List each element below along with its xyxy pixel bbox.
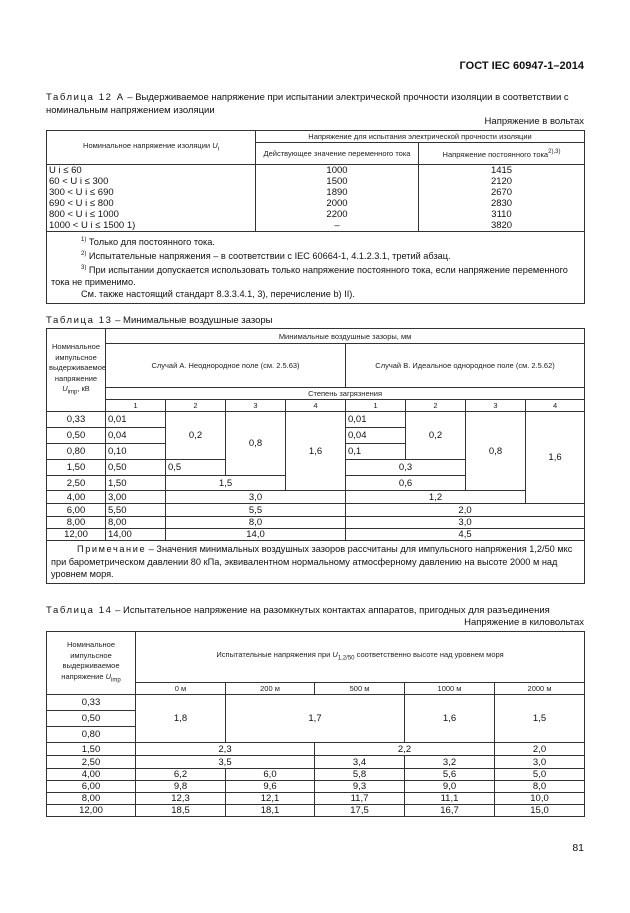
ac-voltage-cell: 1500: [256, 176, 419, 187]
b1-cell: 0,01: [346, 412, 406, 428]
table-row: [47, 781, 585, 793]
a1-cell: 3,00: [106, 491, 166, 504]
uimp-cell: 2,50: [47, 476, 106, 491]
a1-cell: 0,04: [106, 428, 166, 444]
ac-voltage-cell: 2200: [256, 209, 419, 220]
table-row: [47, 187, 585, 198]
a3-merged-cell: 0,8: [226, 412, 286, 476]
merged-cell: 1,8: [136, 695, 226, 743]
merged-cell: 1,7: [226, 695, 405, 743]
value-cell: 3,4: [315, 756, 405, 769]
pollution-degree-cell: 4: [526, 400, 585, 412]
b2-merged-cell: 0,2: [406, 412, 466, 460]
value-cell: 5,8: [315, 769, 405, 781]
table-row: [47, 793, 585, 805]
merged-cell: 2,3: [136, 743, 315, 756]
merged-cell: 1,5: [495, 695, 585, 743]
pollution-degree-cell: 4: [286, 400, 346, 412]
footnote-3: При испытании допускается использовать только напряжение постоянного тока, если напряжение переменного тока не применимо.: [51, 265, 568, 287]
pollution-degree-cell: 3: [226, 400, 286, 412]
a-merged-cell: 14,0: [166, 529, 346, 541]
value-cell: 17,5: [315, 805, 405, 817]
a2-cell: 0,5: [166, 460, 226, 476]
altitude-header-cell: 1000 м: [405, 683, 495, 695]
table-14-caption: [46, 604, 584, 617]
table-13: [46, 328, 585, 584]
table-13-caption: [46, 314, 272, 327]
a-merged-cell: 8,0: [166, 517, 346, 529]
uimp-cell: 0,80: [47, 727, 136, 743]
footnote-2: Испытательные напряжения – в соответствии с IEC 60664-1, 4.1.2.3.1, третий абзац.: [88, 251, 451, 261]
b-merged-cell: 4,5: [346, 529, 585, 541]
uimp-cell: 8,00: [47, 517, 106, 529]
table-14-unit: Напряжение в киловольтах: [464, 617, 584, 628]
uimp-cell: 4,00: [47, 491, 106, 504]
merged-cell: 2,2: [315, 743, 495, 756]
dc-voltage-cell: 2670: [419, 187, 585, 198]
uimp-cell: 0,33: [47, 412, 106, 428]
b3-merged-cell: 0,8: [466, 412, 526, 491]
uimp-cell: 0,33: [47, 695, 136, 711]
ac-voltage-cell: –: [256, 220, 419, 232]
caption-text: – Минимальные воздушные зазоры: [112, 315, 273, 326]
value-cell: 9,8: [136, 781, 226, 793]
nominal-voltage-cell: 800 < U i ≤ 1000: [47, 209, 256, 220]
case-a-header: Случай А. Неоднородное поле (см. 2.5.63): [106, 344, 346, 388]
value-cell: 11,1: [405, 793, 495, 805]
value-cell: 12,3: [136, 793, 226, 805]
a1-cell: 0,01: [106, 412, 166, 428]
altitude-header-cell: 2000 м: [495, 683, 585, 695]
value-cell: 15,0: [495, 805, 585, 817]
ac-voltage-cell: 1890: [256, 187, 419, 198]
value-cell: 12,1: [226, 793, 315, 805]
b-merged-cell: 2,0: [346, 504, 585, 517]
pollution-degree-header: Степень загрязнения: [106, 388, 585, 400]
pollution-degree-cell: 2: [166, 400, 226, 412]
dc-voltage-cell: 1415: [419, 165, 585, 177]
col-dc-header: Напряжение постоянного тока$^{2),3)}$: [419, 143, 585, 165]
table-row: [47, 176, 585, 187]
value-cell: 11,7: [315, 793, 405, 805]
pollution-degree-cell: 1: [106, 400, 166, 412]
value-cell: 18,5: [136, 805, 226, 817]
a1-cell: 0,10: [106, 444, 166, 460]
b1-cell: 0,04: [346, 428, 406, 444]
uimp-cell: 6,00: [47, 781, 136, 793]
uimp-cell: 4,00: [47, 769, 136, 781]
a1-cell: 1,50: [106, 476, 166, 491]
note-text: – Значения минимальных воздушных зазоров рассчитаны для импульсного напряжения 1,2/50 мкс при барометрическом давлении 80 кПа, эквивалентном нормальному атмосферному давлению на высоте 2000 м над уровнем моря.: [51, 544, 573, 579]
table-row: [47, 769, 585, 781]
uimp-cell: 1,50: [47, 743, 136, 756]
value-cell: 8,0: [495, 781, 585, 793]
value-cell: 5,6: [405, 769, 495, 781]
value-cell: 6,0: [226, 769, 315, 781]
a2-merged-cell: 0,2: [166, 412, 226, 460]
case-b-header: Случай В. Идеальное однородное поле (см. 2.5.62): [346, 344, 585, 388]
col-uimp-header: Номинальное импульсное выдерживаемое напряжение $U_{imp}$, кВ: [47, 329, 106, 412]
table-row: [47, 209, 585, 220]
altitude-header-cell: 200 м: [226, 683, 315, 695]
b-merged-cell: 0,6: [346, 476, 466, 491]
merged-cell: 1,6: [405, 695, 495, 743]
a4-merged-cell: 1,6: [286, 412, 346, 491]
value-cell: 9,6: [226, 781, 315, 793]
caption-text: – Выдерживаемое напряжение при испытании электрической прочности изоляции в соответствии с номинальным напряжением изоляции: [46, 92, 569, 116]
page-number: 81: [572, 842, 584, 854]
uimp-cell: 0,50: [47, 711, 136, 727]
value-cell: 16,7: [405, 805, 495, 817]
footnote-1: Только для постоянного тока.: [88, 237, 215, 247]
value-cell: 9,0: [405, 781, 495, 793]
note-label: Примечание: [77, 544, 147, 554]
nominal-voltage-cell: 300 < U i ≤ 690: [47, 187, 256, 198]
b-merged-cell: 0,3: [346, 460, 466, 476]
value-cell: 18,1: [226, 805, 315, 817]
uimp-cell: 8,00: [47, 793, 136, 805]
pollution-degree-cell: 3: [466, 400, 526, 412]
uimp-cell: 12,00: [47, 805, 136, 817]
a1-cell: 8,00: [106, 517, 166, 529]
value-cell: 5,0: [495, 769, 585, 781]
nominal-voltage-cell: 60 < U i ≤ 300: [47, 176, 256, 187]
b-merged-cell: 3,0: [346, 517, 585, 529]
caption-text: – Испытательное напряжение на разомкнутых контактах аппаратов, пригодных для разъединения: [112, 605, 550, 616]
document-header: ГОСТ IEC 60947-1–2014: [459, 60, 584, 72]
dc-voltage-cell: 2830: [419, 198, 585, 209]
pollution-degree-cell: 1: [346, 400, 406, 412]
a-merged-cell: 3,0: [166, 491, 346, 504]
table-12a-footnotes: $^{1)}$ Только для постоянного тока. $^{2)}$ Испытательные напряжения – в соответствии с IEC 60664-1, 4.1.2.3.1, третий абзац. $^{3)}$ При испытании допускается использовать только напряжение постоянного тока, если напряжение переменного тока не применимо. См. также настоящий стандарт 8.3.3.4.1, 3), перечисление b) II).: [47, 232, 585, 304]
caption-label: Таблица 12 А: [46, 92, 125, 103]
table-row: [47, 198, 585, 209]
caption-label: Таблица 13: [46, 315, 113, 326]
pollution-degree-cell: 2: [406, 400, 466, 412]
value-cell: 3,2: [405, 756, 495, 769]
table-14: [46, 631, 585, 817]
b-merged-cell: 1,2: [346, 491, 526, 504]
table-row: [47, 220, 585, 232]
altitude-header-cell: 0 м: [136, 683, 226, 695]
col-ac-header: Действующее значение переменного тока: [256, 143, 419, 165]
value-cell: 2,0: [495, 743, 585, 756]
b1-cell: 0,1: [346, 444, 406, 460]
nominal-voltage-cell: 690 < U i ≤ 800: [47, 198, 256, 209]
merged-cell: 3,5: [136, 756, 315, 769]
footnote-4: См. также настоящий стандарт 8.3.3.4.1, 3), перечисление b) II).: [81, 289, 355, 299]
value-cell: 9,3: [315, 781, 405, 793]
value-cell: 10,0: [495, 793, 585, 805]
col-test-voltage-header: Напряжение для испытания электрической прочности изоляции: [256, 131, 585, 143]
col-test-voltage-header: Испытательные напряжения при $U_{1,2/50}$ соответственно высоте над уровнем моря: [136, 632, 585, 683]
table-row: [47, 165, 585, 177]
table-12a-caption: [46, 91, 584, 117]
a1-cell: 14,00: [106, 529, 166, 541]
value-cell: 6,2: [136, 769, 226, 781]
col-clearance-header: Минимальные воздушные зазоры, мм: [106, 329, 585, 344]
uimp-cell: 12,00: [47, 529, 106, 541]
a1-cell: 0,50: [106, 460, 166, 476]
ac-voltage-cell: 1000: [256, 165, 419, 177]
ac-voltage-cell: 2000: [256, 198, 419, 209]
table-12a: [46, 130, 585, 304]
table-12a-unit: Напряжение в вольтах: [484, 116, 584, 127]
a-merged-cell: 1,5: [166, 476, 286, 491]
dc-voltage-cell: 3110: [419, 209, 585, 220]
a-merged-cell: 5,5: [166, 504, 346, 517]
dc-voltage-cell: 2120: [419, 176, 585, 187]
a1-cell: 5,50: [106, 504, 166, 517]
col-uimp-header: Номинальное импульсное выдерживаемое напряжение $U_{imp}$: [47, 632, 136, 695]
caption-label: Таблица 14: [46, 605, 113, 616]
uimp-cell: 2,50: [47, 756, 136, 769]
uimp-cell: 0,80: [47, 444, 106, 460]
uimp-cell: 6,00: [47, 504, 106, 517]
col-nominal-header: Номинальное напряжение изоляции $U_i$: [47, 131, 256, 165]
nominal-voltage-cell: 1000 < U i ≤ 1500 1): [47, 220, 256, 232]
table-13-note: [47, 541, 585, 584]
nominal-voltage-cell: U i ≤ 60: [47, 165, 256, 177]
table-row: [47, 805, 585, 817]
uimp-cell: 1,50: [47, 460, 106, 476]
dc-voltage-cell: 3820: [419, 220, 585, 232]
value-cell: 3,0: [495, 756, 585, 769]
altitude-header-cell: 500 м: [315, 683, 405, 695]
b4-merged-cell: 1,6: [526, 412, 585, 504]
uimp-cell: 0,50: [47, 428, 106, 444]
